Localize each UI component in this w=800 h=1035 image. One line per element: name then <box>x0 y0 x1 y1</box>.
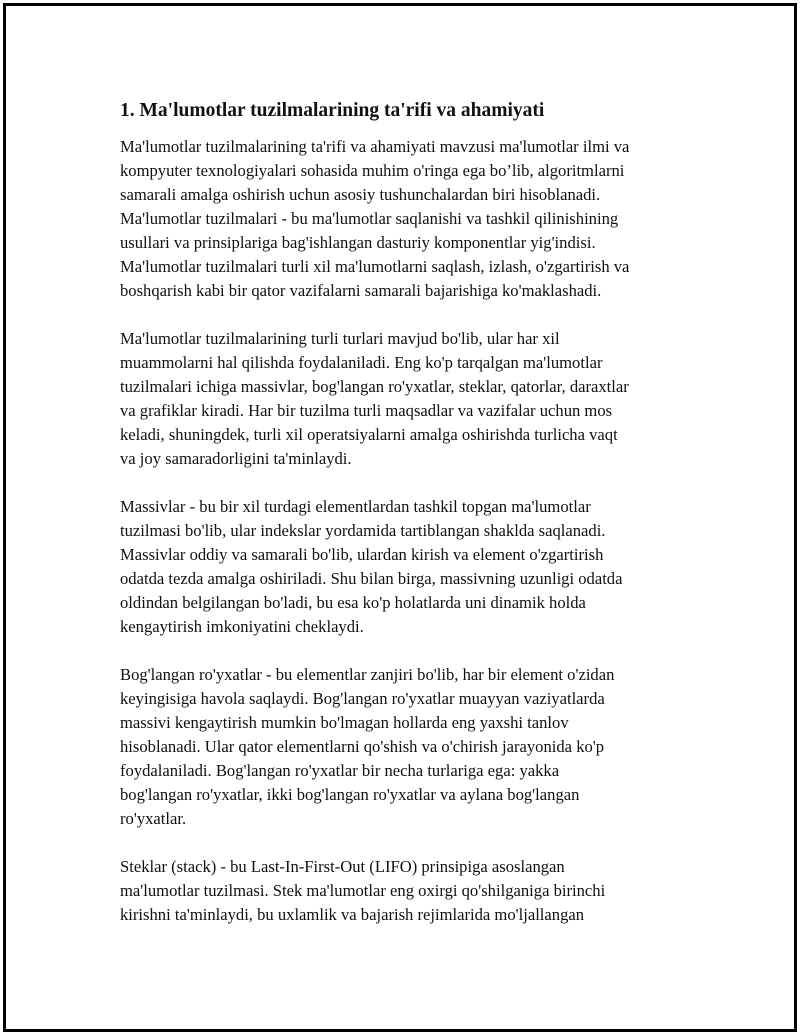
text-line: Massivlar oddiy va samarali bo'lib, ulardan kirish va element o'zgartirish <box>120 545 604 564</box>
text-line: ma'lumotlar tuzilmasi. Stek ma'lumotlar eng oxirgi qo'shilganiga birinchi <box>120 881 606 900</box>
text-line: Ma'lumotlar tuzilmalarining turli turlari mavjud bo'lib, ular har xil <box>120 329 560 348</box>
text-line: keyingisiga havola saqlaydi. Bog'langan ro'yxatlar muayyan vaziyatlarda <box>120 689 605 708</box>
text-line: Ma'lumotlar tuzilmalarining ta'rifi va ahamiyati mavzusi ma'lumotlar ilmi va <box>120 137 630 156</box>
paragraph-types <box>120 327 700 471</box>
paragraph-stacks <box>120 855 700 927</box>
text-line: muammolarni hal qilishda foydalaniladi. Eng ko'p tarqalgan ma'lumotlar <box>120 353 603 372</box>
text-line: hisoblanadi. Ular qator elementlarni qo'shish va o'chirish jarayonida ko'p <box>120 737 605 756</box>
text-line: va joy samaradorligini ta'minlaydi. <box>120 449 352 468</box>
text-line: oldindan belgilangan bo'ladi, bu esa ko'p holatlarda uni dinamik holda <box>120 593 586 612</box>
page-frame <box>3 3 797 1032</box>
text-line: va grafiklar kiradi. Har bir tuzilma turli maqsadlar va vazifalar uchun mos <box>120 401 613 420</box>
paragraph-definition <box>120 135 700 303</box>
text-line: boshqarish kabi bir qator vazifalarni samarali bajarishiga ko'maklashadi. <box>120 281 602 300</box>
text-line: odatda tezda amalga oshiriladi. Shu bilan birga, massivning uzunligi odatda <box>120 569 623 588</box>
text-line: foydalaniladi. Bog'langan ro'yxatlar bir necha turlariga ega: yakka <box>120 761 560 780</box>
paragraph-arrays <box>120 495 700 639</box>
text-line: Massivlar - bu bir xil turdagi elementlardan tashkil topgan ma'lumotlar <box>120 497 591 516</box>
text-line: bog'langan ro'yxatlar, ikki bog'langan ro'yxatlar va aylana bog'langan <box>120 785 580 804</box>
text-line: kengaytirish imkoniyatini cheklaydi. <box>120 617 364 636</box>
text-line: Steklar (stack) - bu Last-In-First-Out (LIFO) prinsipiga asoslangan <box>120 857 565 876</box>
text-line: ro'yxatlar. <box>120 809 187 828</box>
text-line: Bog'langan ro'yxatlar - bu elementlar zanjiri bo'lib, har bir element o'zidan <box>120 665 615 684</box>
text-line: Ma'lumotlar tuzilmalari - bu ma'lumotlar saqlanishi va tashkil qilinishining <box>120 209 619 228</box>
section-heading: 1. Ma'lumotlar tuzilmalarining ta'rifi va ahamiyati <box>120 100 545 121</box>
text-line: samarali amalga oshirish uchun asosiy tushunchalardan biri hisoblanadi. <box>120 185 601 204</box>
text-line: kirishni ta'minlaydi, bu uxlamlik va bajarish rejimlarida mo'ljallangan <box>120 905 585 924</box>
text-line: Ma'lumotlar tuzilmalari turli xil ma'lumotlarni saqlash, izlash, o'zgartirish va <box>120 257 630 276</box>
text-line: tuzilmasi bo'lib, ular indekslar yordamida tartiblangan shaklda saqlanadi. <box>120 521 606 540</box>
text-line: massivi kengaytirish mumkin bo'lmagan hollarda eng yaxshi tanlov <box>120 713 569 732</box>
text-line: usullari va prinsiplariga bag'ishlangan dasturiy komponentlar yig'indisi. <box>120 233 596 252</box>
document-body <box>120 98 700 951</box>
text-line: keladi, shuningdek, turli xil operatsiyalarni amalga oshirishda turlicha vaqt <box>120 425 618 444</box>
text-line: kompyuter texnologiyalari sohasida muhim o'ringa ega bo’lib, algoritmlarni <box>120 161 625 180</box>
paragraph-linked-lists <box>120 663 700 831</box>
text-line: tuzilmalari ichiga massivlar, bog'langan ro'yxatlar, steklar, qatorlar, daraxtlar <box>120 377 629 396</box>
